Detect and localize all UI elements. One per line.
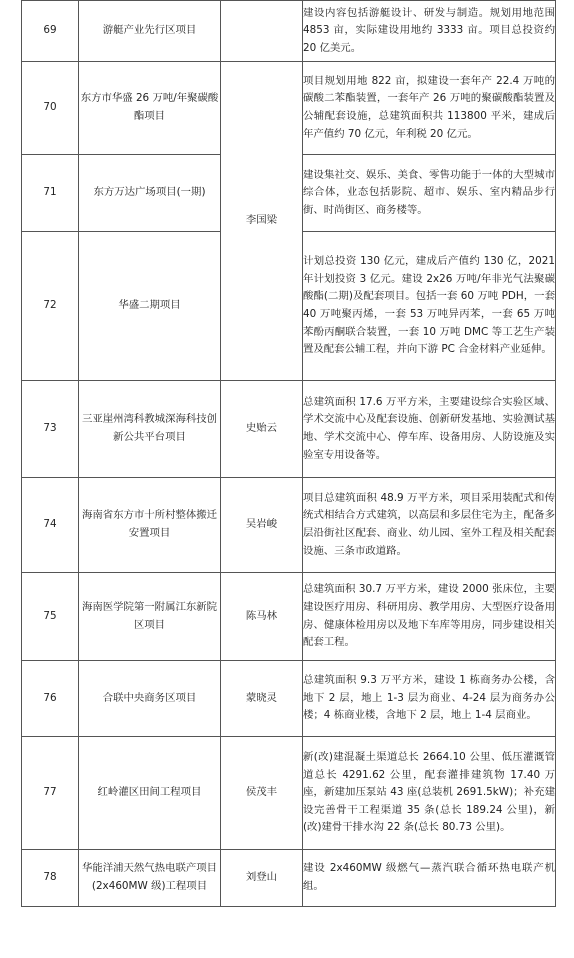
project-number: 78 (22, 850, 79, 907)
project-owner: 史贻云 (221, 381, 303, 478)
project-description: 建设内容包括游艇设计、研发与制造。规划用地范围 4853 亩，实际建设用地约 3333 亩。项目总投资约 20 亿美元。 (303, 1, 556, 62)
project-description: 项目规划用地 822 亩，拟建设一套年产 22.4 万吨的碳酸二苯酯装置，一套年产 26 万吨的聚碳酸酯装置及公辅配套设施，总建筑面积共 113800 平米，建成后年产值约 70 亿元，年利税 20 亿元。 (303, 62, 556, 155)
project-name: 三亚崖州湾科教城深海科技创新公共平台项目 (79, 381, 221, 478)
project-number: 73 (22, 381, 79, 478)
table-row (22, 1, 556, 62)
project-description: 建设集社交、娱乐、美食、零售功能于一体的大型城市综合体，业态包括影院、超市、娱乐、室内精品步行街、时尚街区、商务楼等。 (303, 155, 556, 232)
project-number: 74 (22, 478, 79, 573)
project-description: 建设 2x460MW 级燃气—蒸汽联合循环热电联产机组。 (303, 850, 556, 907)
project-number: 71 (22, 155, 79, 232)
table-row (22, 661, 556, 737)
project-number: 76 (22, 661, 79, 737)
project-name: 合联中央商务区项目 (79, 661, 221, 737)
project-owner: 李国梁 (221, 62, 303, 381)
project-owner: 吴岩峻 (221, 478, 303, 573)
project-owner: 陈马林 (221, 573, 303, 661)
project-name: 东方万达广场项目(一期) (79, 155, 221, 232)
project-description: 计划总投资 130 亿元，建成后产值约 130 亿，2021 年计划投资 3 亿元。建设 2x26 万吨/年非光气法聚碳酸酯(二期)及配套项目。包括一套 60 万吨 PDH，一套 40 万吨聚丙烯，一套 53 万吨异丙苯，一套 65 万吨苯酚丙酮联合装置，一套 10 万吨 DMC 等工艺生产装置及配套公辅工程，并向下游 PC 合金材料产业延伸。 (303, 232, 556, 381)
project-owner: 蒙晓灵 (221, 661, 303, 737)
project-description: 新(改)建混凝土渠道总长 2664.10 公里、低压灌溉管道总长 4291.62 公里，配套灌排建筑物 17.40 万座，新建加压泵站 43 座(总装机 2691.5kW)；补充建设完善骨干工程渠道 35 条(总长 189.24 公里)，新(改)建骨干排水沟 22 条(总长 80.73 公里)。 (303, 737, 556, 850)
table-row (22, 478, 556, 573)
project-description: 总建筑面积 9.3 万平方米，建设 1 栋商务办公楼，含地下 2 层，地上 1-3 层为商业、4-24 层为商务办公楼；4 栋商业楼，含地下 2 层，地上 1-4 层商业。 (303, 661, 556, 737)
project-number: 75 (22, 573, 79, 661)
table-row (22, 573, 556, 661)
table-row (22, 381, 556, 478)
project-table (21, 0, 556, 907)
project-owner: 刘登山 (221, 850, 303, 907)
project-number: 69 (22, 1, 79, 62)
project-name: 海南医学院第一附属江东新院区项目 (79, 573, 221, 661)
project-name: 游艇产业先行区项目 (79, 1, 221, 62)
project-description: 项目总建筑面积 48.9 万平方米，项目采用装配式和传统式相结合方式建筑，以高层和多层住宅为主，配备多层沿街社区配套、商业、幼儿园、室外工程及相关配套设施、三条市政道路。 (303, 478, 556, 573)
project-name: 海南省东方市十所村整体搬迁安置项目 (79, 478, 221, 573)
project-number: 72 (22, 232, 79, 381)
table-row (22, 62, 556, 155)
project-description: 总建筑面积 17.6 万平方米，主要建设综合实验区域、学术交流中心及配套设施、创新研发基地、实验测试基地、学术交流中心、停车库、设备用房、人防设施及实验室专用设备等。 (303, 381, 556, 478)
project-number: 77 (22, 737, 79, 850)
project-owner: 侯茂丰 (221, 737, 303, 850)
project-number: 70 (22, 62, 79, 155)
table-row (22, 737, 556, 850)
project-name: 华盛二期项目 (79, 232, 221, 381)
page-bottom-margin (0, 906, 574, 958)
table-row (22, 850, 556, 907)
project-name: 红岭灌区田间工程项目 (79, 737, 221, 850)
project-owner (221, 1, 303, 62)
project-name: 东方市华盛 26 万吨/年聚碳酸酯项目 (79, 62, 221, 155)
project-name: 华能洋浦天然气热电联产项目(2x460MW 级)工程项目 (79, 850, 221, 907)
project-description: 总建筑面积 30.7 万平方米，建设 2000 张床位，主要建设医疗用房、科研用房、教学用房、大型医疗设备用房、健康体检用房以及地下车库等用房，同步建设相关配套工程。 (303, 573, 556, 661)
